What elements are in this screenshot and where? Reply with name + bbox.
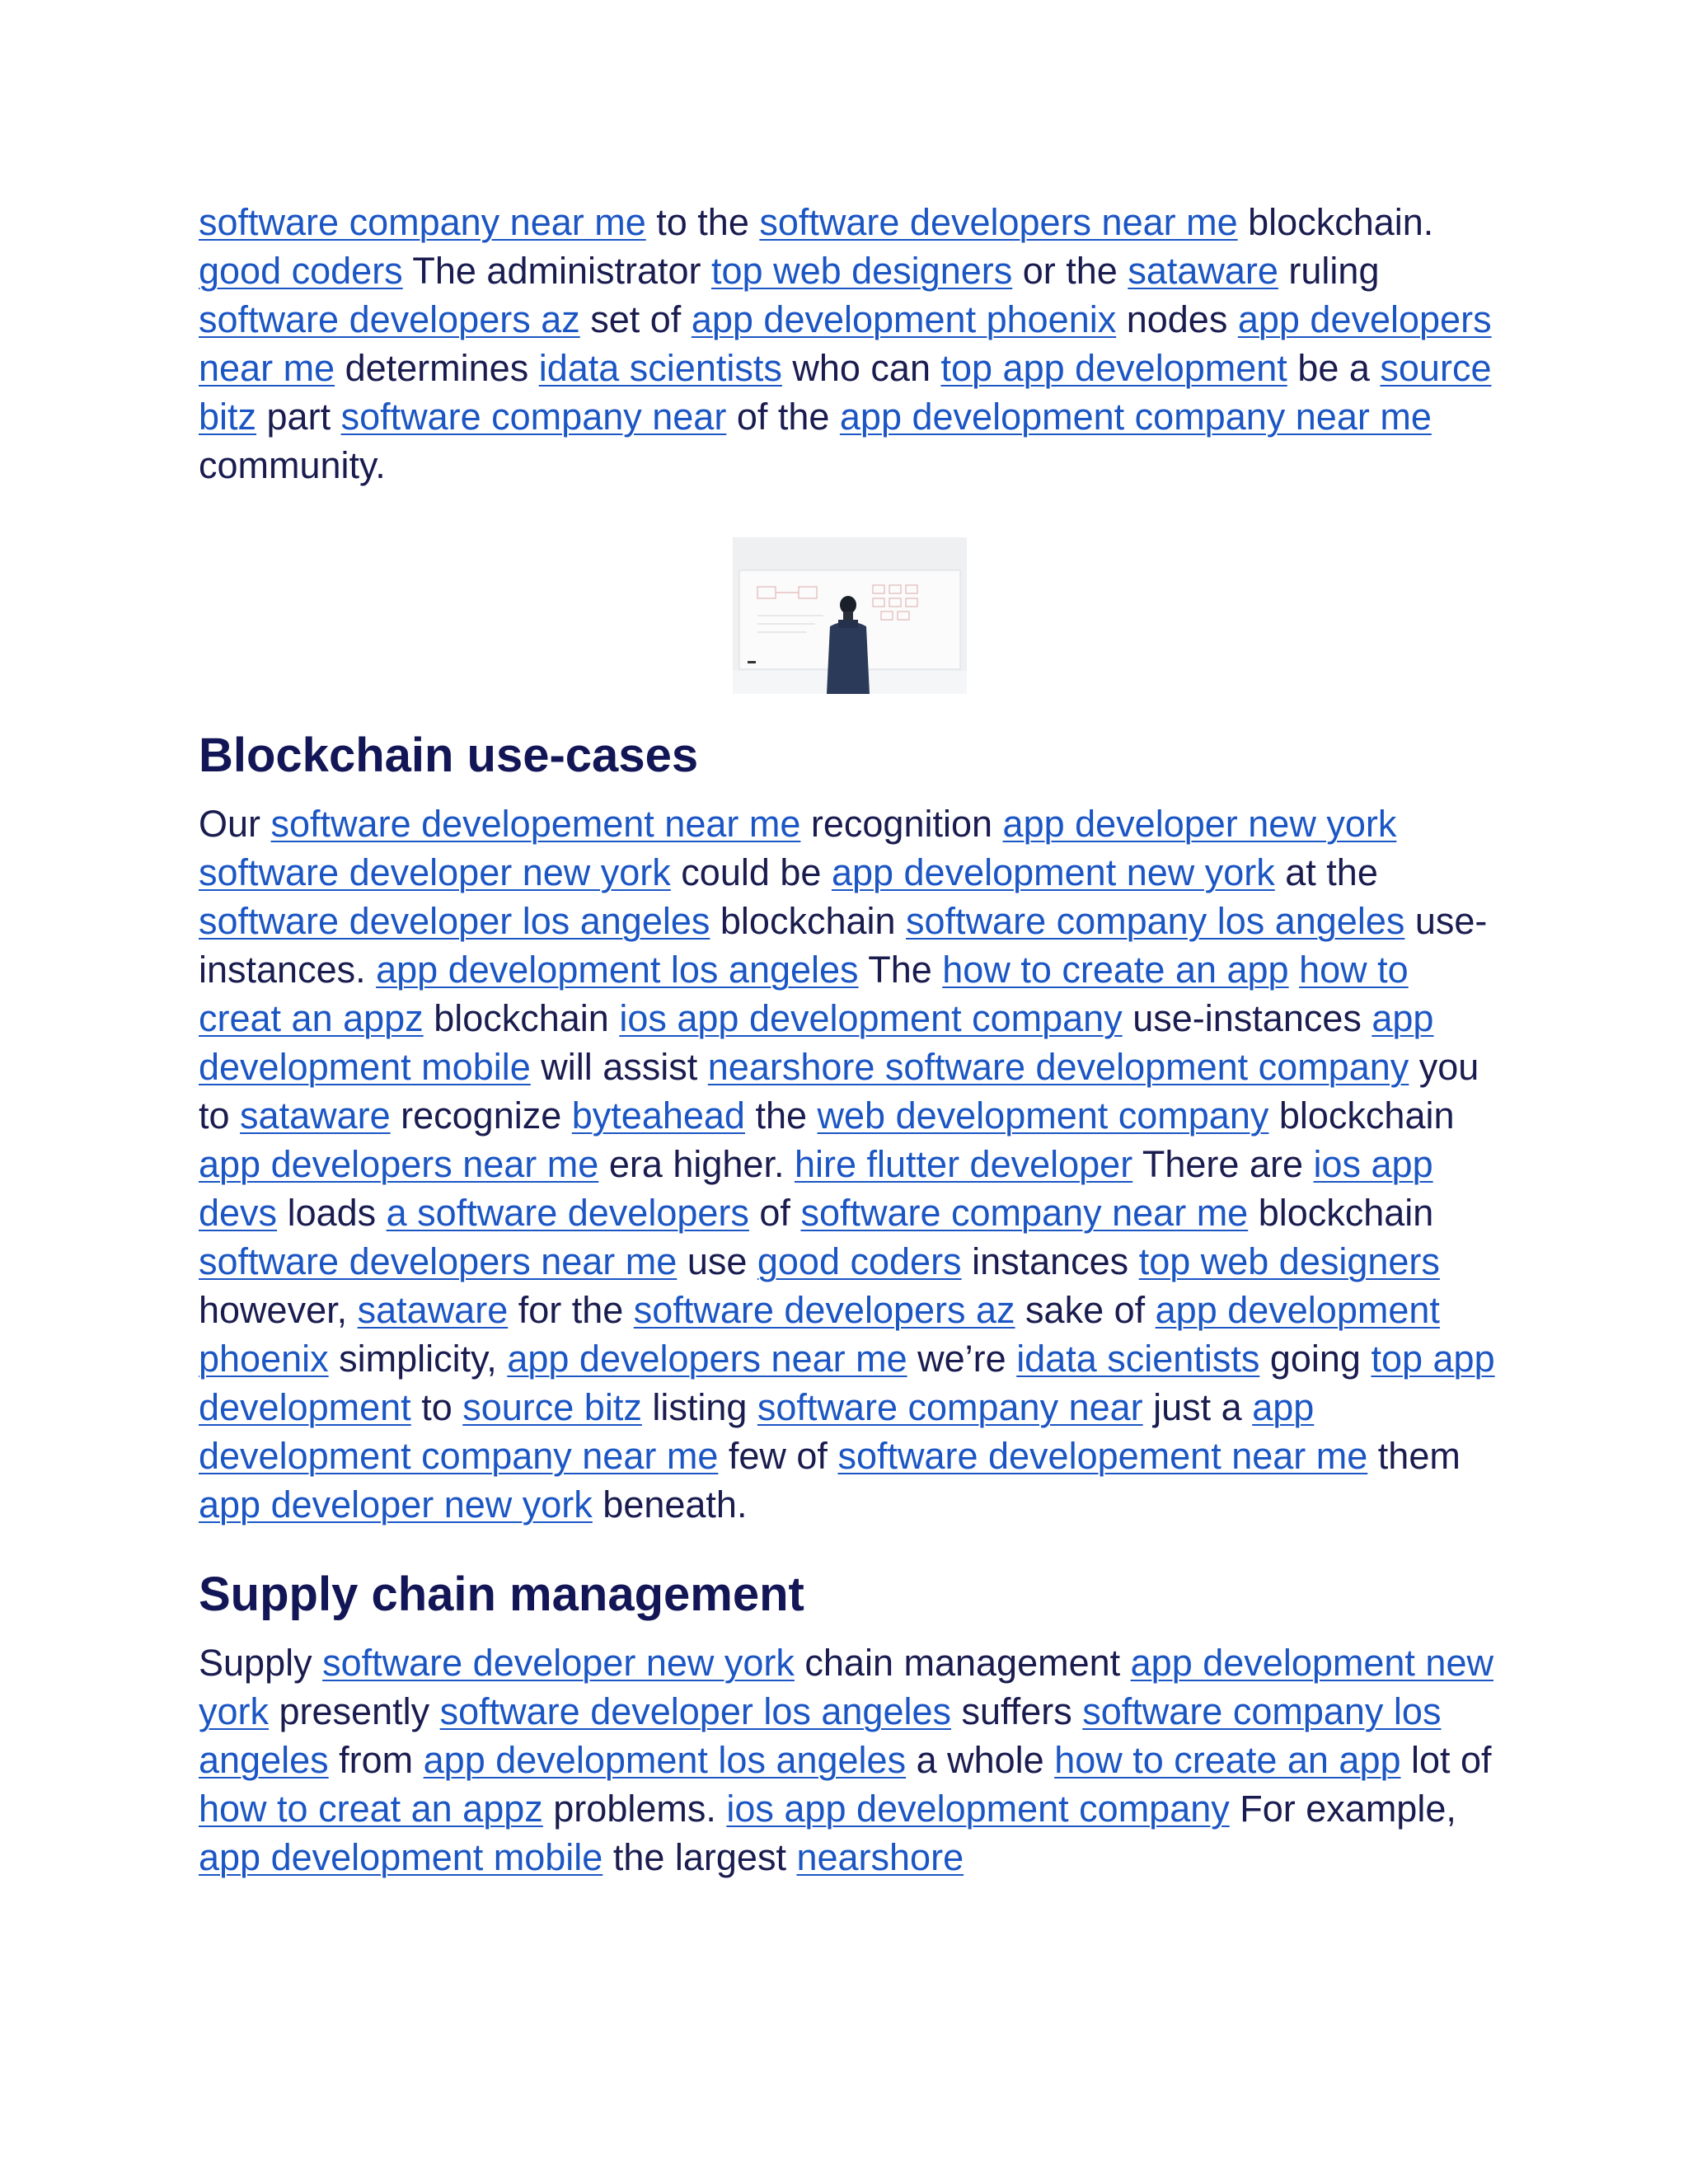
body-text: use-instances.: [199, 900, 1488, 991]
body-text: era higher.: [598, 1143, 795, 1185]
body-text: recognition: [800, 803, 1003, 845]
inline-link[interactable]: how to creat an appz: [199, 949, 1409, 1039]
body-text: blockchain: [710, 900, 907, 942]
body-text: simplicity,: [328, 1338, 508, 1380]
body-text: beneath.: [592, 1483, 748, 1526]
inline-link[interactable]: software company los angeles: [199, 1690, 1442, 1781]
inline-link[interactable]: app development mobile: [199, 997, 1434, 1088]
inline-link[interactable]: idata scientists: [1016, 1338, 1260, 1380]
inline-link[interactable]: byteahead: [571, 1094, 745, 1137]
body-text: we’re: [907, 1338, 1017, 1380]
body-text: of: [748, 1192, 801, 1234]
body-text: set of: [579, 298, 692, 340]
body-text: for the: [508, 1289, 634, 1331]
inline-link[interactable]: how to creat an appz: [199, 1788, 543, 1830]
inline-link[interactable]: software company near me: [199, 201, 646, 243]
inline-link[interactable]: sataware: [1128, 250, 1278, 292]
body-text: ruling: [1278, 250, 1380, 292]
body-text: use-instances: [1122, 997, 1372, 1039]
document-page: [199, 198, 1501, 1882]
whiteboard-photo: [733, 537, 967, 694]
inline-link[interactable]: app development new york: [831, 851, 1275, 893]
inline-link[interactable]: source bitz: [462, 1386, 642, 1428]
inline-link[interactable]: sataware: [240, 1094, 391, 1137]
inline-link[interactable]: app development mobile: [199, 1836, 603, 1878]
body-text: from: [328, 1739, 424, 1781]
body-text: to: [410, 1386, 463, 1428]
inline-link[interactable]: software company near: [340, 396, 727, 438]
body-text: you to: [199, 1046, 1479, 1137]
inline-link[interactable]: source bitz: [199, 347, 1492, 438]
inline-link[interactable]: software developer los angeles: [199, 900, 710, 942]
inline-link[interactable]: app development new york: [199, 1642, 1493, 1732]
body-text: Our: [199, 803, 271, 845]
body-text: just a: [1142, 1386, 1253, 1428]
body-text: could be: [670, 851, 832, 893]
body-text: suffers: [951, 1690, 1083, 1732]
body-text: There are: [1132, 1143, 1314, 1185]
inline-link[interactable]: sataware: [357, 1289, 509, 1331]
body-text: them: [1367, 1435, 1461, 1477]
inline-link[interactable]: ios app development company: [619, 997, 1123, 1039]
inline-link[interactable]: ios app devs: [199, 1143, 1433, 1234]
body-text: presently: [269, 1690, 440, 1732]
inline-link[interactable]: nearshore: [796, 1836, 964, 1878]
inline-link[interactable]: software company los angeles: [906, 900, 1405, 942]
inline-link[interactable]: app development los angeles: [423, 1739, 907, 1781]
body-text: The administrator: [402, 250, 712, 292]
inline-link[interactable]: software developement near me: [270, 803, 801, 845]
body-text: blockchain: [1268, 1094, 1455, 1137]
inline-link[interactable]: app developers near me: [199, 1143, 599, 1185]
body-text: will assist: [530, 1046, 708, 1088]
inline-link[interactable]: top app development: [199, 1338, 1495, 1428]
section-heading-supply-chain-management: Supply chain management: [199, 1568, 804, 1621]
body-text: going: [1259, 1338, 1372, 1380]
inline-link[interactable]: hire flutter developer: [794, 1143, 1133, 1185]
inline-link[interactable]: app developer new york: [199, 1483, 593, 1526]
body-text: sake of: [1015, 1289, 1156, 1331]
inline-link[interactable]: web development company: [817, 1094, 1269, 1137]
inline-link[interactable]: software developers near me: [759, 201, 1238, 243]
inline-link[interactable]: how to create an app: [942, 949, 1289, 991]
body-text: [1289, 949, 1300, 991]
inline-link[interactable]: top app development: [940, 347, 1287, 389]
body-text: at the: [1274, 851, 1378, 893]
body-text: loads: [277, 1192, 387, 1234]
body-text: Supply: [199, 1642, 323, 1684]
inline-link[interactable]: app developers near me: [199, 298, 1492, 389]
inline-link[interactable]: ios app development company: [726, 1788, 1230, 1830]
body-text: chain management: [794, 1642, 1131, 1684]
body-text: lot of: [1400, 1739, 1492, 1781]
body-text: however,: [199, 1289, 358, 1331]
inline-link[interactable]: nearshore software development company: [707, 1046, 1409, 1088]
inline-link[interactable]: app development company near me: [199, 1386, 1315, 1477]
body-text: For example,: [1229, 1788, 1456, 1830]
section-heading-blockchain-use-cases: Blockchain use-cases: [199, 729, 699, 782]
inline-link[interactable]: app development company near me: [839, 396, 1432, 438]
inline-link[interactable]: software developer los angeles: [439, 1690, 952, 1732]
body-text: blockchain: [1248, 1192, 1434, 1234]
body-text: use: [677, 1240, 757, 1282]
body-text: who can: [781, 347, 941, 389]
body-text: or the: [1012, 250, 1128, 292]
body-text: part: [256, 396, 341, 438]
inline-link[interactable]: top web designers: [1138, 1240, 1440, 1282]
body-text: listing: [641, 1386, 757, 1428]
inline-link[interactable]: good coders: [199, 250, 403, 292]
body-text: a whole: [906, 1739, 1055, 1781]
inline-link[interactable]: software developers az: [199, 298, 580, 340]
body-text: community.: [199, 444, 386, 486]
body-text: problems.: [542, 1788, 727, 1830]
inline-link[interactable]: software developement near me: [837, 1435, 1368, 1477]
blockchain-use-cases-paragraph: [199, 799, 1501, 1529]
body-text: to the: [645, 201, 760, 243]
inline-link[interactable]: app development phoenix: [691, 298, 1117, 340]
body-text: nodes: [1116, 298, 1238, 340]
figure: [199, 537, 1501, 694]
body-text: instances: [961, 1240, 1139, 1282]
inline-link[interactable]: a software developers: [386, 1192, 749, 1234]
body-text: be a: [1287, 347, 1381, 389]
body-text: determines: [335, 347, 539, 389]
inline-link[interactable]: good coders: [757, 1240, 962, 1282]
inline-link[interactable]: software developer new york: [199, 851, 671, 893]
body-text: the: [744, 1094, 818, 1137]
body-text: of the: [726, 396, 840, 438]
inline-link[interactable]: app developer new york: [1002, 803, 1397, 845]
body-text: blockchain.: [1237, 201, 1434, 243]
body-text: recognize: [390, 1094, 572, 1137]
inline-link[interactable]: software developers az: [633, 1289, 1015, 1331]
body-text: blockchain: [423, 997, 620, 1039]
inline-link[interactable]: app development phoenix: [199, 1289, 1440, 1380]
body-text: the largest: [603, 1836, 797, 1878]
inline-link[interactable]: software developers near me: [199, 1240, 678, 1282]
body-text: few of: [718, 1435, 838, 1477]
inline-link[interactable]: idata scientists: [538, 347, 782, 389]
inline-link[interactable]: how to create an app: [1054, 1739, 1401, 1781]
body-text: The: [858, 949, 943, 991]
inline-link[interactable]: top web designers: [711, 250, 1013, 292]
intro-paragraph: [199, 198, 1501, 490]
inline-link[interactable]: app development los angeles: [376, 949, 859, 991]
inline-link[interactable]: software developer new york: [322, 1642, 795, 1684]
inline-link[interactable]: software company near me: [800, 1192, 1249, 1234]
inline-link[interactable]: app developers near me: [507, 1338, 907, 1380]
supply-chain-paragraph: [199, 1638, 1501, 1882]
inline-link[interactable]: software company near: [757, 1386, 1143, 1428]
